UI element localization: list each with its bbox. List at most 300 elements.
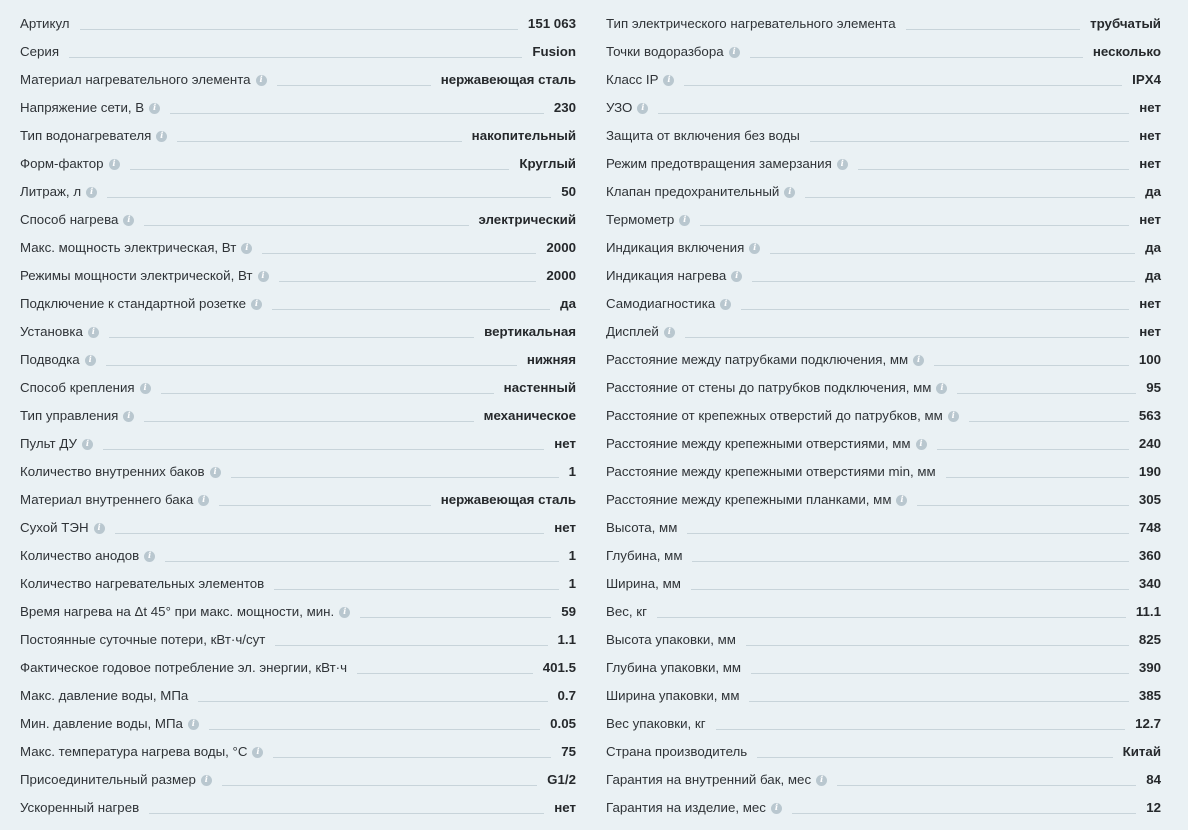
spec-label-wrap	[20, 43, 59, 61]
spec-label: Материал внутреннего бака	[20, 492, 194, 507]
info-icon[interactable]: i	[85, 355, 96, 366]
spec-label-wrap	[606, 71, 674, 89]
spec-label: Макс. температура нагрева воды, °С	[20, 744, 248, 759]
spec-label-wrap	[20, 295, 262, 313]
spec-label: Точки водоразбора	[606, 44, 724, 59]
spec-row	[606, 35, 1161, 63]
leader-line	[165, 560, 558, 562]
spec-label-wrap	[606, 687, 739, 705]
spec-value: Fusion	[532, 44, 576, 59]
spec-row	[20, 287, 576, 315]
leader-line	[231, 476, 559, 478]
spec-label: Способ крепления	[20, 380, 135, 395]
spec-value: 360	[1138, 548, 1161, 563]
spec-row	[20, 91, 576, 119]
spec-label: Самодиагностика	[606, 296, 716, 311]
spec-label: Артикул	[20, 16, 70, 31]
spec-label: Индикация нагрева	[606, 268, 727, 283]
spec-label-wrap	[606, 155, 848, 173]
spec-row	[20, 763, 576, 791]
spec-row	[20, 35, 576, 63]
spec-row	[20, 119, 576, 147]
spec-value: 2000	[546, 240, 576, 255]
leader-line	[946, 476, 1129, 478]
spec-label: Тип водонагревателя	[20, 128, 152, 143]
spec-label-wrap	[606, 295, 731, 313]
leader-line	[115, 532, 545, 534]
spec-label: Индикация включения	[606, 240, 745, 255]
leader-line	[144, 224, 468, 226]
leader-line	[937, 448, 1129, 450]
spec-row	[20, 399, 576, 427]
spec-label: Расстояние от крепежных отверстий до патрубков, мм	[606, 408, 943, 423]
spec-value: 1.1	[557, 632, 576, 647]
spec-label-wrap	[20, 323, 99, 341]
spec-label: Макс. мощность электрическая, Вт	[20, 240, 237, 255]
info-icon[interactable]: i	[144, 551, 155, 562]
spec-label-wrap	[606, 631, 736, 649]
spec-column-right	[606, 7, 1161, 819]
spec-row	[20, 427, 576, 455]
spec-label: Время нагрева на Δt 45° при макс. мощности, мин.	[20, 604, 335, 619]
leader-line	[805, 196, 1135, 198]
spec-value: 390	[1138, 660, 1161, 675]
leader-line	[69, 56, 522, 58]
info-icon[interactable]: i	[198, 495, 209, 506]
spec-label: Сухой ТЭН	[20, 520, 89, 535]
spec-value: нет	[1139, 100, 1161, 115]
leader-line	[274, 588, 558, 590]
spec-value: 190	[1138, 464, 1161, 479]
spec-row	[20, 511, 576, 539]
spec-label-wrap	[20, 71, 267, 89]
spec-label-wrap	[606, 183, 795, 201]
leader-line	[837, 784, 1136, 786]
spec-row	[606, 175, 1161, 203]
info-icon[interactable]: i	[731, 271, 742, 282]
spec-label: Подключение к стандартной розетке	[20, 296, 247, 311]
leader-line	[177, 140, 461, 142]
leader-line	[716, 728, 1126, 730]
spec-value: трубчатый	[1090, 16, 1161, 31]
spec-row	[606, 455, 1161, 483]
spec-label-wrap	[20, 211, 134, 229]
spec-label-wrap	[606, 43, 740, 61]
spec-row	[606, 735, 1161, 763]
spec-row	[20, 7, 576, 35]
leader-line	[934, 364, 1129, 366]
spec-label-wrap	[606, 547, 682, 565]
spec-row	[606, 147, 1161, 175]
spec-label: Тип управления	[20, 408, 119, 423]
info-icon[interactable]: i	[664, 327, 675, 338]
spec-label: Напряжение сети, В	[20, 100, 145, 115]
spec-label: Подводка	[20, 352, 80, 367]
spec-value: 305	[1138, 492, 1161, 507]
info-icon[interactable]: i	[749, 243, 760, 254]
leader-line	[272, 308, 550, 310]
leader-line	[752, 280, 1135, 282]
info-icon[interactable]: i	[188, 719, 199, 730]
spec-label-wrap	[20, 575, 264, 593]
spec-label: Гарантия на внутренний бак, мес	[606, 772, 812, 787]
info-icon[interactable]: i	[729, 47, 740, 58]
spec-label: Ширина, мм	[606, 576, 681, 591]
spec-value: нет	[1139, 296, 1161, 311]
spec-value: 84	[1146, 772, 1161, 787]
spec-label: Страна производитель	[606, 744, 748, 759]
spec-value: 1	[568, 576, 576, 591]
spec-label-wrap	[20, 687, 188, 705]
spec-label: Гарантия на изделие, мес	[606, 800, 766, 815]
leader-line	[275, 644, 547, 646]
spec-label-wrap	[20, 99, 160, 117]
spec-label: Глубина упаковки, мм	[606, 660, 742, 675]
spec-label-wrap	[20, 267, 269, 285]
info-icon[interactable]: i	[637, 103, 648, 114]
spec-row	[606, 763, 1161, 791]
spec-value: 100	[1138, 352, 1161, 367]
spec-row	[606, 91, 1161, 119]
spec-row	[20, 371, 576, 399]
leader-line	[80, 28, 518, 30]
spec-label-wrap	[606, 715, 706, 733]
leader-line	[103, 448, 544, 450]
leader-line	[198, 700, 547, 702]
spec-row	[606, 63, 1161, 91]
spec-value: нержавеющая сталь	[440, 72, 576, 87]
spec-value: нет	[1139, 324, 1161, 339]
leader-line	[687, 532, 1128, 534]
spec-value: да	[1145, 268, 1161, 283]
spec-row	[20, 679, 576, 707]
spec-value: да	[1145, 240, 1161, 255]
spec-label-wrap	[606, 491, 907, 509]
spec-label: Глубина, мм	[606, 548, 683, 563]
spec-label: Защита от включения без воды	[606, 128, 800, 143]
info-icon[interactable]: i	[256, 75, 267, 86]
spec-label: Установка	[20, 324, 83, 339]
spec-value: Круглый	[519, 156, 576, 171]
spec-row	[606, 287, 1161, 315]
info-icon[interactable]: i	[94, 523, 105, 534]
spec-row	[606, 623, 1161, 651]
spec-row	[606, 343, 1161, 371]
spec-label: Тип электрического нагревательного элемента	[606, 16, 896, 31]
leader-line	[757, 756, 1112, 758]
leader-line	[161, 392, 494, 394]
leader-line	[262, 252, 536, 254]
spec-row	[606, 483, 1161, 511]
spec-label: Форм-фактор	[20, 156, 104, 171]
leader-line	[109, 336, 474, 338]
spec-label-wrap	[20, 435, 93, 453]
spec-value: да	[560, 296, 576, 311]
spec-label: Вес упаковки, кг	[606, 716, 706, 731]
info-icon[interactable]: i	[913, 355, 924, 366]
spec-label-wrap	[606, 351, 924, 369]
spec-value: IPX4	[1132, 72, 1161, 87]
spec-label-wrap	[606, 799, 782, 817]
leader-line	[692, 560, 1128, 562]
spec-label: Расстояние от стены до патрубков подключения, мм	[606, 380, 932, 395]
spec-value: 748	[1138, 520, 1161, 535]
info-icon[interactable]: i	[241, 243, 252, 254]
spec-row	[20, 63, 576, 91]
leader-line	[657, 616, 1126, 618]
leader-line	[700, 224, 1129, 226]
leader-line	[969, 420, 1129, 422]
leader-line	[810, 140, 1129, 142]
spec-label-wrap	[20, 127, 167, 145]
spec-value: 0.7	[557, 688, 576, 703]
leader-line	[360, 616, 551, 618]
spec-label-wrap	[20, 547, 155, 565]
spec-label: Термометр	[606, 212, 675, 227]
spec-value: 11.1	[1135, 604, 1161, 619]
spec-label: Количество анодов	[20, 548, 140, 563]
spec-label: Расстояние между крепежными планками, мм	[606, 492, 892, 507]
spec-row	[606, 651, 1161, 679]
leader-line	[149, 812, 544, 814]
spec-value: 385	[1138, 688, 1161, 703]
spec-label: Литраж, л	[20, 184, 82, 199]
leader-line	[858, 168, 1129, 170]
spec-value: 50	[561, 184, 576, 199]
spec-row	[20, 147, 576, 175]
spec-value: нет	[554, 800, 576, 815]
info-icon[interactable]: i	[88, 327, 99, 338]
spec-label: Дисплей	[606, 324, 659, 339]
spec-row	[606, 231, 1161, 259]
spec-label: Фактическое годовое потребление эл. энергии, кВт·ч	[20, 660, 348, 675]
spec-value: да	[1145, 184, 1161, 199]
spec-row	[20, 623, 576, 651]
spec-row	[20, 735, 576, 763]
spec-value: несколько	[1092, 44, 1161, 59]
info-icon[interactable]: i	[210, 467, 221, 478]
spec-value: G1/2	[547, 772, 576, 787]
spec-value: 151 063	[527, 16, 576, 31]
spec-row	[20, 707, 576, 735]
spec-value: 0.05	[550, 716, 576, 731]
spec-label: Серия	[20, 44, 60, 59]
leader-line	[222, 784, 537, 786]
spec-row	[606, 119, 1161, 147]
spec-label-wrap	[606, 743, 747, 761]
leader-line	[749, 700, 1128, 702]
spec-value: 12	[1146, 800, 1161, 815]
spec-label-wrap	[20, 659, 347, 677]
leader-line	[685, 336, 1129, 338]
spec-row	[606, 595, 1161, 623]
info-icon[interactable]: i	[140, 383, 151, 394]
spec-value: нержавеющая сталь	[440, 492, 576, 507]
info-icon[interactable]: i	[816, 775, 827, 786]
specifications-table	[0, 7, 1188, 830]
spec-label: Материал нагревательного элемента	[20, 72, 251, 87]
spec-label-wrap	[606, 99, 648, 117]
spec-label-wrap	[606, 323, 675, 341]
spec-row	[606, 707, 1161, 735]
info-icon[interactable]: i	[936, 383, 947, 394]
spec-label-wrap	[20, 351, 96, 369]
info-icon[interactable]: i	[784, 187, 795, 198]
leader-line	[279, 280, 537, 282]
info-icon[interactable]: i	[252, 747, 263, 758]
spec-label: Высота, мм	[606, 520, 678, 535]
spec-label-wrap	[606, 659, 741, 677]
leader-line	[357, 672, 533, 674]
spec-row	[606, 539, 1161, 567]
spec-label-wrap	[606, 519, 677, 537]
info-icon[interactable]: i	[339, 607, 350, 618]
spec-row	[606, 399, 1161, 427]
info-icon[interactable]: i	[123, 411, 134, 422]
spec-value: электрический	[478, 212, 576, 227]
spec-label-wrap	[606, 435, 927, 453]
spec-label: Режимы мощности электрической, Вт	[20, 268, 253, 283]
leader-line	[906, 28, 1081, 30]
spec-label-wrap	[606, 239, 760, 257]
spec-label: УЗО	[606, 100, 633, 115]
spec-value: 59	[561, 604, 576, 619]
leader-line	[751, 672, 1129, 674]
spec-row	[606, 315, 1161, 343]
spec-row	[20, 259, 576, 287]
info-icon[interactable]: i	[663, 75, 674, 86]
spec-row	[606, 427, 1161, 455]
spec-label-wrap	[20, 15, 70, 33]
spec-label: Присоединительный размер	[20, 772, 196, 787]
leader-line	[107, 196, 551, 198]
info-icon[interactable]: i	[156, 131, 167, 142]
spec-label: Ускоренный нагрев	[20, 800, 140, 815]
leader-line	[219, 504, 431, 506]
spec-value: 401.5	[542, 660, 576, 675]
info-icon[interactable]: i	[948, 411, 959, 422]
spec-row	[606, 567, 1161, 595]
leader-line	[746, 644, 1129, 646]
spec-label: Расстояние между крепежными отверстиями, мм	[606, 436, 911, 451]
spec-row	[606, 203, 1161, 231]
spec-value: 12.7	[1135, 716, 1161, 731]
spec-label-wrap	[20, 379, 151, 397]
spec-label: Вес, кг	[606, 604, 647, 619]
info-icon[interactable]: i	[258, 271, 269, 282]
info-icon[interactable]: i	[720, 299, 731, 310]
spec-value: механическое	[483, 408, 576, 423]
spec-label-wrap	[606, 463, 936, 481]
spec-column-left	[20, 7, 576, 819]
info-icon[interactable]: i	[86, 187, 97, 198]
spec-value: 95	[1146, 380, 1161, 395]
spec-row	[20, 483, 576, 511]
spec-label: Ширина упаковки, мм	[606, 688, 740, 703]
spec-label-wrap	[606, 267, 742, 285]
spec-row	[20, 203, 576, 231]
leader-line	[741, 308, 1129, 310]
info-icon[interactable]: i	[837, 159, 848, 170]
spec-label-wrap	[20, 183, 97, 201]
info-icon[interactable]: i	[896, 495, 907, 506]
info-icon[interactable]: i	[679, 215, 690, 226]
leader-line	[792, 812, 1136, 814]
spec-row	[606, 7, 1161, 35]
spec-value: нижняя	[526, 352, 576, 367]
spec-label-wrap	[20, 239, 252, 257]
spec-label-wrap	[20, 155, 120, 173]
spec-value: 340	[1138, 576, 1161, 591]
spec-label-wrap	[606, 127, 800, 145]
spec-row	[606, 791, 1161, 819]
leader-line	[658, 112, 1129, 114]
spec-row	[606, 259, 1161, 287]
spec-label-wrap	[20, 407, 134, 425]
spec-label-wrap	[20, 799, 139, 817]
info-icon[interactable]: i	[251, 299, 262, 310]
spec-value: нет	[554, 520, 576, 535]
spec-label-wrap	[20, 519, 105, 537]
spec-row	[20, 567, 576, 595]
spec-label: Расстояние между патрубками подключения, мм	[606, 352, 909, 367]
spec-row	[20, 455, 576, 483]
spec-label-wrap	[20, 603, 350, 621]
spec-label-wrap	[606, 407, 959, 425]
info-icon[interactable]: i	[916, 439, 927, 450]
leader-line	[144, 420, 473, 422]
spec-value: нет	[1139, 212, 1161, 227]
info-icon[interactable]: i	[109, 159, 120, 170]
leader-line	[770, 252, 1135, 254]
spec-label: Расстояние между крепежными отверстиями min, мм	[606, 464, 936, 479]
spec-label: Количество нагревательных элементов	[20, 576, 265, 591]
spec-label: Макс. давление воды, МПа	[20, 688, 189, 703]
spec-label: Высота упаковки, мм	[606, 632, 736, 647]
spec-label: Количество внутренних баков	[20, 464, 205, 479]
info-icon[interactable]: i	[123, 215, 134, 226]
info-icon[interactable]: i	[201, 775, 212, 786]
spec-row	[20, 315, 576, 343]
spec-value: нет	[1139, 128, 1161, 143]
info-icon[interactable]: i	[771, 803, 782, 814]
spec-value: 240	[1138, 436, 1161, 451]
info-icon[interactable]: i	[82, 439, 93, 450]
spec-row	[606, 511, 1161, 539]
spec-label: Режим предотвращения замерзания	[606, 156, 832, 171]
spec-value: 563	[1138, 408, 1161, 423]
spec-label-wrap	[606, 771, 827, 789]
spec-row	[20, 231, 576, 259]
spec-label-wrap	[20, 743, 263, 761]
spec-label: Постоянные суточные потери, кВт·ч/сут	[20, 632, 266, 647]
info-icon[interactable]: i	[149, 103, 160, 114]
spec-value: настенный	[503, 380, 576, 395]
spec-label-wrap	[606, 575, 681, 593]
leader-line	[170, 112, 544, 114]
spec-label-wrap	[20, 771, 212, 789]
spec-row	[606, 679, 1161, 707]
spec-row	[20, 539, 576, 567]
leader-line	[691, 588, 1129, 590]
spec-value: вертикальная	[484, 324, 576, 339]
spec-label-wrap	[20, 491, 209, 509]
leader-line	[684, 84, 1122, 86]
spec-label: Класс IP	[606, 72, 659, 87]
spec-value: 1	[568, 548, 576, 563]
spec-row	[20, 343, 576, 371]
leader-line	[917, 504, 1128, 506]
